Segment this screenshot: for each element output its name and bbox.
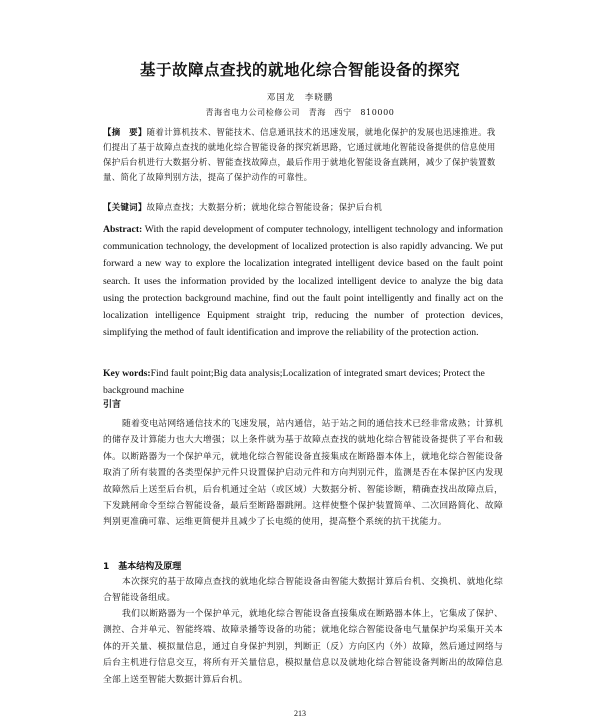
- keywords-en-label: Key words:: [103, 368, 151, 379]
- section-1-paragraph-1: 本次探究的基于故障点查找的就地化综合智能设备由智能大数据计算后台机、交换机、就地化综合智能设备组成。: [103, 577, 503, 604]
- abstract-en: [103, 221, 503, 341]
- page-number: 213: [294, 709, 306, 718]
- section-1-paragraph-2: 我们以断路器为一个保护单元，就地化综合智能设备直接集成在断路器本体上，它集成了保护、测控、合并单元、智能终端、故障录播等设备的功能；就地化综合智能设备电气量保护均采集开关本体的开关量、模拟量信息，通过自身保护判别，判断正（反）方向区内（外）故障，然后通过网络与后台主机进行信息交互，将所有开关量信息，模拟量信息以及就地化综合智能设备判断出的故障信息全部上送至智能大数据计算后台机。: [103, 609, 503, 685]
- abstract-zh-label: 【摘 要】: [103, 127, 147, 137]
- paper-authors: 邓国龙 李晓鹏: [266, 93, 334, 103]
- abstract-en-label: Abstract:: [103, 224, 143, 235]
- intro-heading: 引言: [103, 400, 122, 410]
- paper-affiliation: 青海省电力公司检修公司 青海 西宁 810000: [205, 108, 395, 117]
- keywords-en: [103, 365, 503, 399]
- section-1-heading: 1 基本结构及原理: [103, 562, 182, 572]
- keywords-zh: [103, 200, 503, 215]
- abstract-zh: [103, 125, 503, 185]
- keywords-zh-text: 故障点查找；大数据分析；就地化综合智能设备；保护后台机: [146, 202, 383, 212]
- abstract-zh-text: 随着计算机技术、智能技术、信息通讯技术的迅速发展，就地化保护的发展也迅速推进。我们提出了基于故障点查找的就地化综合智能设备的探究新思路，它通过就地化智能设备提供的信息使用保护后台机进行大数据分析、智能查找故障点，最后作用于就地化智能设备直跳闸，减少了保护装置数量、简化了故障判别方法，提高了保护动作的可靠性。: [103, 127, 496, 182]
- abstract-en-text: With the rapid development of computer technology, intelligent technology and information communication technology, the development of localized protection is also rapidly advancing. We put forward a new way to explore the localization integrated intelligent device based on the fault point search. It uses the information provided by the localized intelligent device to analyze the big data using the protection background machine, find out the fault point intelligently and finally act on the localization intelligence Equipment straight trip, reducing the number of protection devices, simplifying the method of fault identification and improve the reliability of the protection action.: [103, 224, 503, 339]
- paper-title: 基于故障点查找的就地化综合智能设备的探究: [139, 61, 460, 79]
- keywords-en-text: Find fault point;Big data analysis;Localization of integrated smart devices; Protect the background machine: [103, 368, 485, 397]
- intro-paragraph: 随着变电站网络通信技术的飞速发展，站内通信，站于站之间的通信技术已经非常成熟；计算机的储存及计算能力也大大增强；以上条件就为基于故障点查找的就地化综合智能设备提供了平台和载体。以断路器为一个保护单元，就地化综合智能设备直接集成在断路器本体上，就地化综合智能设备取消了所有装置的各类型保护元件只设置保护启动元件和方向判别元件，监测是否在本保护区内发现故障然后上送至后台机，后台机通过全站（或区域）大数据分析、智能诊断，精确查找出故障点后，下发跳闸命令至综合智能设备，最后至断路器跳闸。这样使整个保护装置简单、二次回路简化、故障判别更准确可靠、运维更简便并且减少了长电缆的使用，提高整个系统的抗干扰能力。: [103, 419, 503, 528]
- keywords-zh-label: 【关键词】: [103, 202, 147, 212]
